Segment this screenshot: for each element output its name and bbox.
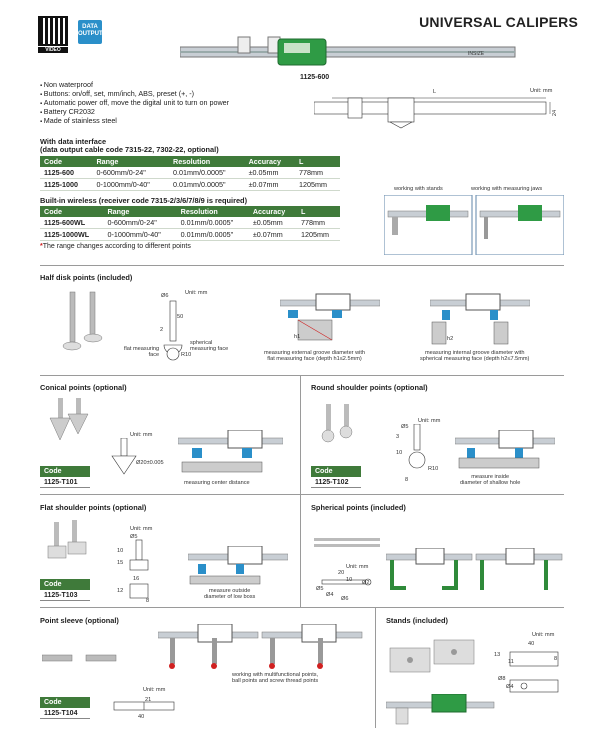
table-row [40,167,340,179]
dim: 40 [138,714,145,720]
code-label: Code [40,466,90,477]
half-disk-title: Half disk points (included) [40,273,133,282]
caption-line: measure outside [208,588,251,594]
code-label: Code [40,697,90,708]
point-sleeve-unit: Unit: mm [143,687,166,693]
data-interface-title: With data interface [40,137,107,146]
cell: 0.01mm/0.0005" [177,229,249,241]
working-stands-label: working with stands [394,186,443,192]
feature-item: ▪ Non waterproof [40,80,93,89]
dim: 50 [177,314,184,320]
col-header: Range [92,156,169,167]
table-row [40,179,340,191]
dim: R10 [181,352,192,358]
internal-groove-caption [420,350,529,362]
stands-unit: Unit: mm [532,632,555,638]
col-header: Range [103,206,176,217]
round-shoulder-image [318,402,368,452]
spherical-face-label [190,340,228,352]
conical-measure-illustration [178,430,283,478]
dim: 15 [117,560,124,566]
dim: Ø4 [506,684,514,690]
point-sleeve-caption [232,672,318,684]
cell: 1125-600 [40,167,92,179]
dim: 8 [146,598,150,604]
feature-item: ▪ Battery CR2032 [40,107,95,116]
dim: R10 [428,466,439,472]
caption-line: measuring external groove diameter with [264,350,366,356]
cell: 1125-1000 [40,179,92,191]
main-model: 1125-600 [300,74,330,81]
dim: 12 [117,588,124,594]
cell: 778mm [295,167,340,179]
stands-title: Stands (included) [386,616,449,625]
cell: 1125-600WL [40,217,103,229]
half-disk-unit: Unit: mm [185,290,208,296]
col-header: Accuracy [245,156,295,167]
round-shoulder-caption [460,474,520,486]
half-disk-drawing [160,295,200,365]
spherical-points-image [314,536,384,550]
stands-measure-illustration [386,694,496,728]
table-row [40,229,340,241]
col-header: Code [40,156,92,167]
footnote-star: * [40,243,43,250]
dimension-drawing [314,94,564,130]
cell: 1205mm [297,229,340,241]
external-groove-caption [264,350,365,362]
dim: 10 [396,450,403,456]
conical-unit: Unit: mm [130,432,153,438]
cell: 0.01mm/0.0005" [169,179,245,191]
round-shoulder-unit: Unit: mm [418,418,441,424]
stands-image [388,636,478,686]
dim: 11 [508,659,514,665]
cell: 0-1000mm/0-40" [92,179,169,191]
cell: ±0.05mm [245,167,295,179]
feature-item: ▪ Buttons: on/off, set, mm/inch, ABS, preset (+, -) [40,89,194,98]
dim: Ø2 [362,580,370,586]
dim: 10 [117,548,124,554]
point-sleeve-measure-illustration [158,624,368,674]
caption-line: working with multifunctional points, [232,672,319,678]
conical-points-image [48,396,98,456]
dim: Ø5 [401,424,409,430]
caption-line: spherical measuring face (depth h2≤7.5mm) [420,356,530,362]
flat-shoulder-image [44,518,94,568]
page-title: UNIVERSAL CALIPERS [419,14,578,30]
feature-item: ▪ Automatic power off, move the digital unit to turn on power [40,98,229,107]
caption-line: diameter of low boss [204,594,256,600]
badge-line-2: OUTPUT [78,31,103,37]
flat-shoulder-unit: Unit: mm [130,526,153,532]
footnote-text: The range changes according to different points [42,243,191,250]
half-disk-points-image [60,290,110,360]
caption-line: measuring internal groove diameter with [424,350,525,356]
dim: 10 [346,577,353,583]
label-line: face [148,352,160,358]
dim: Ø5 [316,586,324,592]
video-label: VIDEO [38,47,68,53]
flat-shoulder-caption [204,588,255,600]
wireless-title: Built-in wireless (receiver code 7315-2/3/6/7/8/9 is required) [40,196,248,205]
cell: 0.01mm/0.0005" [169,167,245,179]
code-label: Code [311,466,361,477]
label-line: measuring face [190,346,229,352]
point-sleeve-code-box [40,697,90,719]
point-sleeve-title: Point sleeve (optional) [40,616,119,625]
dim: 2 [160,327,164,333]
dim: Ø6 [341,596,349,602]
badge-line-1: DATA [82,24,98,30]
cell: 1205mm [295,179,340,191]
dim: 8 [554,656,558,662]
col-header: Code [40,206,103,217]
conical-caption: measuring center distance [184,480,250,486]
code-value: 1125-T104 [40,708,90,719]
col-header: Resolution [177,206,249,217]
spherical-unit: Unit: mm [346,564,369,570]
table-row [40,217,340,229]
flat-face-label [124,346,159,358]
col-header: L [295,156,340,167]
caption-line: measure inside [471,474,510,480]
qr-code[interactable] [38,16,68,46]
working-illustrations [384,195,564,255]
conical-code-box [40,466,90,488]
working-jaws-label: working with measuring jaws [471,186,543,192]
caption-line: diameter of shallow hole [460,480,521,486]
dim-24: 24 [552,109,559,117]
conical-dim: Ø20±0.005 [136,460,164,466]
cell: ±0.07mm [245,179,295,191]
cell: 0-600mm/0-24" [103,217,176,229]
cell: 0-600mm/0-24" [92,167,169,179]
data-interface-subtitle: (data output cable code 7315-22, 7302-22, optional) [40,145,219,154]
dim: Ø4 [326,592,334,598]
dim: 3 [396,434,400,440]
flat-shoulder-title: Flat shoulder points (optional) [40,503,147,512]
dim: 40 [528,641,535,647]
cell: 778mm [297,217,340,229]
data-interface-table [40,156,340,191]
footnote [40,243,191,250]
dim-L: L [433,89,437,95]
dim: 13 [494,652,501,658]
divider [40,375,564,376]
conical-title: Conical points (optional) [40,383,127,392]
dim: Ø8 [498,676,506,682]
col-header: L [297,206,340,217]
feature-item: ▪ Made of stainless steel [40,116,117,125]
wireless-table [40,206,340,241]
internal-groove-illustration [430,292,530,348]
cell: 1125-1000WL [40,229,103,241]
data-output-badge [78,20,102,44]
h2-label: h2 [447,336,454,342]
spherical-title: Spherical points (included) [311,503,406,512]
caption-line: ball points and screw thread points [232,678,319,684]
divider [40,494,564,495]
conical-drawing [108,438,140,478]
code-value: 1125-T103 [40,590,90,601]
cell: ±0.07mm [249,229,297,241]
unit-label: Unit: mm [530,88,553,94]
dim: 16 [133,576,140,582]
dim: 21 [145,697,152,703]
h1-label: h1 [294,334,301,340]
round-shoulder-code-box [311,466,361,488]
caption-line: flat measuring face (depth h1≤2.5mm) [267,356,362,362]
label-line: spherical [190,340,213,346]
cell: 0-1000mm/0-40" [103,229,176,241]
dim: Ø6 [161,293,169,299]
cell: 0.01mm/0.0005" [177,217,249,229]
col-header: Accuracy [249,206,297,217]
flat-shoulder-drawing [124,534,154,604]
code-label: Code [40,579,90,590]
col-header: Resolution [169,156,245,167]
flat-shoulder-code-box [40,579,90,601]
code-value: 1125-T102 [311,477,361,488]
round-shoulder-title: Round shoulder points (optional) [311,383,428,392]
dim: 20 [338,570,345,576]
label-line: flat measuring [124,346,160,352]
divider [300,376,301,607]
point-sleeve-image [42,652,122,664]
code-value: 1125-T101 [40,477,90,488]
divider [40,265,564,266]
divider [40,607,564,608]
svg-text:INSIZE: INSIZE [468,51,485,57]
dim: 8 [405,477,409,483]
spherical-measure-illustration [386,548,566,604]
divider [375,608,376,728]
cell: ±0.05mm [249,217,297,229]
dim: Ø5 [130,534,138,540]
flat-shoulder-measure-illustration [188,546,288,586]
round-shoulder-measure-illustration [455,430,555,474]
main-caliper-illustration [180,35,520,71]
